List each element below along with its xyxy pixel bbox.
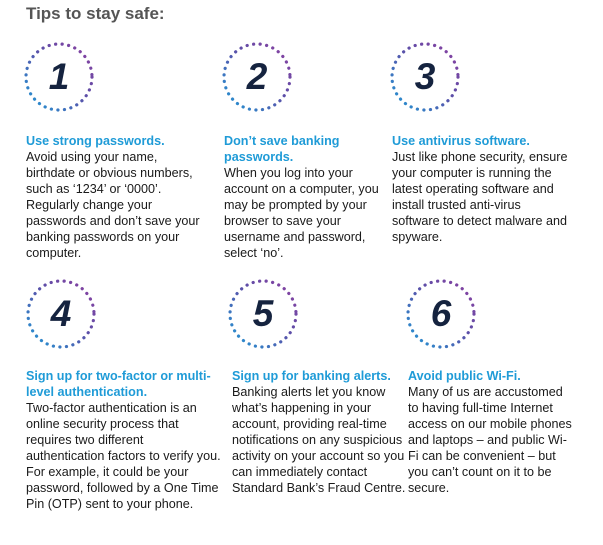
tip-number: 5 — [252, 293, 274, 334]
tip-heading: Sign up for two-factor or multi-level authentication. — [26, 369, 211, 399]
tip-body: Two-factor authentication is an online security process that requires two different authentication factors to verify you. For example, it could be your password, followed by a One Time Pin (OTP) sent to your phone. — [26, 401, 221, 511]
page-title: Tips to stay safe: — [26, 4, 165, 23]
tip-text — [224, 133, 390, 261]
tip-text — [26, 133, 206, 261]
number-badge-1 — [22, 40, 96, 114]
tip-number: 4 — [50, 293, 72, 334]
tip-body: Just like phone security, ensure your computer is running the latest operating software and install trusted anti-virus software to detect malware and spyware. — [392, 150, 568, 244]
tip-body: Banking alerts let you know what’s happening in your account, providing real-time notifications on any suspicious activity on your account so you can immediately contact Standard Bank’s Fraud Centre. — [232, 385, 406, 495]
tip-heading: Use antivirus software. — [392, 134, 530, 148]
tip-number: 1 — [48, 56, 70, 97]
number-badge-2 — [220, 40, 294, 114]
tip-heading: Don’t save banking passwords. — [224, 134, 340, 164]
tip-number: 6 — [430, 293, 452, 334]
number-badge-4 — [24, 277, 98, 351]
tip-body: When you log into your account on a computer, you may be prompted by your browser to save your username and password, select ‘no’. — [224, 166, 379, 260]
tip-text — [392, 133, 568, 245]
tip-body: Avoid using your name, birthdate or obvious numbers, such as ‘1234’ or ‘0000’. Regularly change your passwords and don’t save your banking passwords on your computer. — [26, 150, 200, 260]
tip-number: 2 — [246, 56, 268, 97]
tip-text — [408, 368, 576, 496]
tip-text — [232, 368, 408, 496]
tip-number: 3 — [414, 56, 436, 97]
number-badge-5 — [226, 277, 300, 351]
tip-text — [26, 368, 224, 512]
tip-heading: Avoid public Wi-Fi. — [408, 369, 521, 383]
tip-heading: Sign up for banking alerts. — [232, 369, 391, 383]
tip-body: Many of us are accustomed to having full-time Internet access on our mobile phones and laptops – and public Wi-Fi can be convenient – but you can’t count on it to be secure. — [408, 385, 572, 495]
tip-heading: Use strong passwords. — [26, 134, 165, 148]
number-badge-6 — [404, 277, 478, 351]
number-badge-3 — [388, 40, 462, 114]
